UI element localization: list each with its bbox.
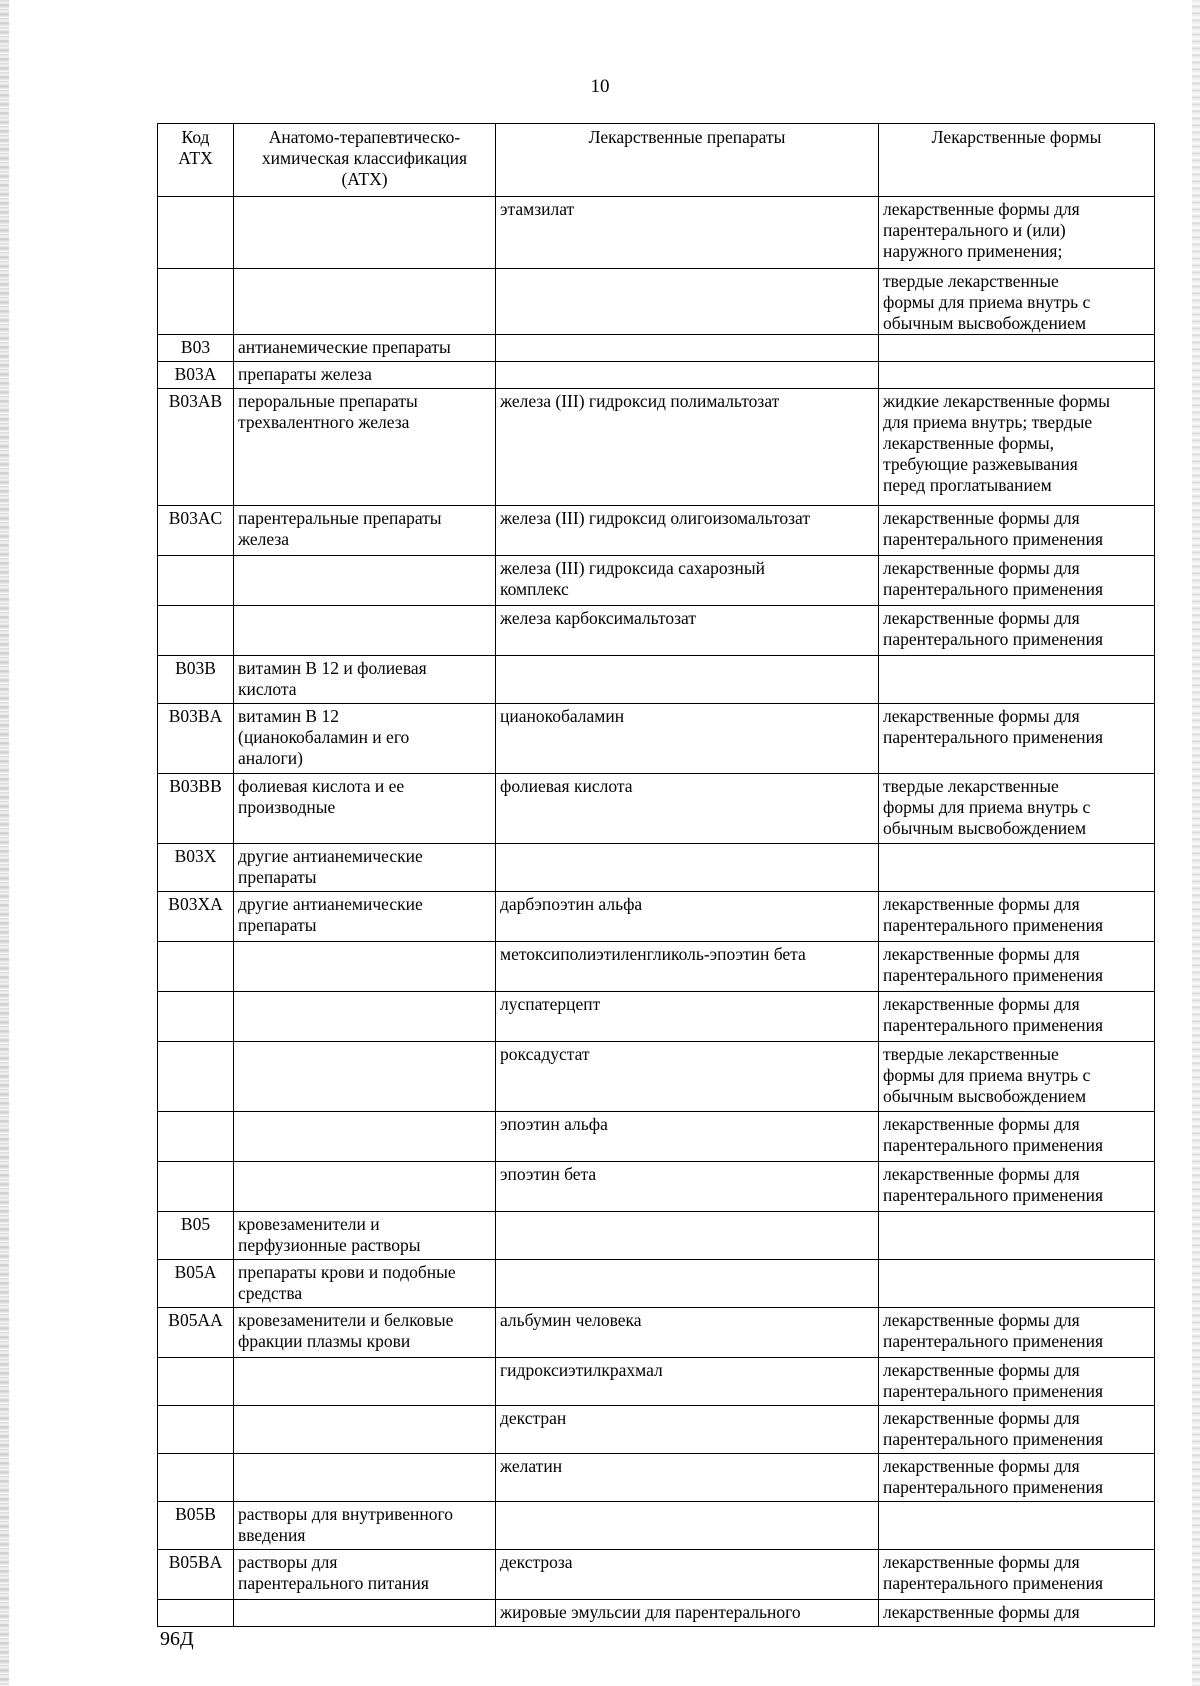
row-classification [234,1406,496,1454]
row-code: B03XA [158,892,234,942]
row-form: лекарственные формы для парентерального применения [879,704,1155,774]
row-code [158,1406,234,1454]
row-form: твердые лекарственные формы для приема внутрь с обычным высвобождением [879,1042,1155,1112]
row-classification [234,942,496,992]
row-code: B05BA [158,1550,234,1600]
table-row [158,1406,1155,1454]
table-row [158,704,1155,774]
table-row [158,606,1155,656]
table-row [158,844,1155,892]
row-drug: железа (III) гидроксид олигоизомальтозат [496,506,879,556]
row-drug: метоксиполиэтиленгликоль-эпоэтин бета [496,942,879,992]
row-drug [496,1260,879,1308]
row-drug [496,1502,879,1550]
row-code [158,606,234,656]
row-classification [234,269,496,335]
header-classification: Анатомо-терапевтическо- химическая классификация (АТХ) [234,124,496,197]
row-code [158,942,234,992]
row-classification: пероральные препараты трехвалентного железа [234,389,496,506]
row-code: B03 [158,335,234,362]
row-classification [234,1454,496,1502]
row-form [879,1502,1155,1550]
row-code [158,1042,234,1112]
row-code [158,556,234,606]
row-drug: эпоэтин бета [496,1162,879,1212]
row-classification [234,1600,496,1627]
row-form: лекарственные формы для парентерального применения [879,892,1155,942]
row-form: лекарственные формы для парентерального применения [879,1308,1155,1358]
row-classification: кровезаменители и перфузионные растворы [234,1212,496,1260]
row-form: жидкие лекарственные формы для приема внутрь; твердые лекарственные формы, требующие разжевывания перед проглатыванием [879,389,1155,506]
row-form [879,335,1155,362]
row-form: лекарственные формы для парентерального применения [879,1406,1155,1454]
row-classification: кровезаменители и белковые фракции плазмы крови [234,1308,496,1358]
row-classification: витамин B 12 и фолиевая кислота [234,656,496,704]
row-form: лекарственные формы для парентерального применения [879,992,1155,1042]
header-drugs: Лекарственные препараты [496,124,879,197]
table-row [158,1260,1155,1308]
row-form: лекарственные формы для парентерального и (или) наружного применения; [879,197,1155,269]
table-row [158,656,1155,704]
row-form: твердые лекарственные формы для приема внутрь с обычным высвобождением [879,774,1155,844]
row-code [158,1162,234,1212]
page-number: 10 [590,76,610,97]
table-row [158,269,1155,335]
table-row [158,197,1155,269]
row-form [879,1260,1155,1308]
table-row [158,1308,1155,1358]
table-row [158,1454,1155,1502]
table-body [158,197,1155,1627]
row-classification [234,1042,496,1112]
table-row [158,1502,1155,1550]
row-code [158,1600,234,1627]
table-row [158,506,1155,556]
row-form: лекарственные формы для парентерального применения [879,556,1155,606]
row-drug: железа (III) гидроксид полимальтозат [496,389,879,506]
row-drug: альбумин человека [496,1308,879,1358]
table-row [158,1042,1155,1112]
row-code [158,1358,234,1406]
row-form [879,1212,1155,1260]
table-row [158,362,1155,389]
row-code [158,1112,234,1162]
row-code: B03AB [158,389,234,506]
row-code: B03A [158,362,234,389]
row-drug: декстран [496,1406,879,1454]
table-row [158,1112,1155,1162]
row-drug: роксадустат [496,1042,879,1112]
table-row [158,1600,1155,1627]
row-form: лекарственные формы для парентерального применения [879,1358,1155,1406]
table-row [158,942,1155,992]
row-classification [234,1112,496,1162]
row-code: B05AA [158,1308,234,1358]
row-classification [234,556,496,606]
row-drug [496,362,879,389]
row-code: B03X [158,844,234,892]
row-form: лекарственные формы для парентерального применения [879,1550,1155,1600]
row-code [158,1454,234,1502]
table-row [158,892,1155,942]
table-row [158,1212,1155,1260]
row-form: лекарственные формы для парентерального применения [879,942,1155,992]
scan-edge-right [1192,0,1200,1686]
row-classification [234,1358,496,1406]
row-form [879,656,1155,704]
row-drug: желатин [496,1454,879,1502]
row-form: лекарственные формы для парентерального применения [879,1454,1155,1502]
row-classification: парентеральные препараты железа [234,506,496,556]
row-code: B03AC [158,506,234,556]
row-form: лекарственные формы для парентерального применения [879,606,1155,656]
row-code [158,992,234,1042]
row-form [879,844,1155,892]
row-drug [496,335,879,362]
row-classification [234,606,496,656]
table-row [158,335,1155,362]
row-code [158,197,234,269]
row-form [879,362,1155,389]
table-row [158,774,1155,844]
row-code: B03BA [158,704,234,774]
row-code: B03B [158,656,234,704]
row-drug: декстроза [496,1550,879,1600]
table-header-row [158,124,1155,197]
header-forms: Лекарственные формы [879,124,1155,197]
row-form: лекарственные формы для парентерального применения [879,1162,1155,1212]
row-drug: луспатерцепт [496,992,879,1042]
row-drug [496,1212,879,1260]
atx-table [157,123,1155,1627]
row-code: B05B [158,1502,234,1550]
row-code: B05 [158,1212,234,1260]
row-classification: антианемические препараты [234,335,496,362]
row-classification: другие антианемические препараты [234,892,496,942]
row-form: лекарственные формы для [879,1600,1155,1627]
table-row [158,1550,1155,1600]
header-code: Код АТХ [158,124,234,197]
row-drug: цианокобаламин [496,704,879,774]
row-drug [496,656,879,704]
table-row [158,1358,1155,1406]
row-drug [496,844,879,892]
row-drug [496,269,879,335]
row-drug: фолиевая кислота [496,774,879,844]
row-code: B05A [158,1260,234,1308]
row-drug: железа (III) гидроксида сахарозный комплекс [496,556,879,606]
row-classification: другие антианемические препараты [234,844,496,892]
row-drug: эпоэтин альфа [496,1112,879,1162]
row-classification [234,1162,496,1212]
row-classification: витамин B 12 (цианокобаламин и его аналоги) [234,704,496,774]
row-classification [234,992,496,1042]
row-drug: жировые эмульсии для парентерального [496,1600,879,1627]
row-classification: препараты железа [234,362,496,389]
row-classification: растворы для парентерального питания [234,1550,496,1600]
row-classification [234,197,496,269]
row-form: лекарственные формы для парентерального применения [879,506,1155,556]
table-row [158,992,1155,1042]
table-row [158,389,1155,506]
row-drug: гидроксиэтилкрахмал [496,1358,879,1406]
footer-code: 96Д [160,1628,194,1650]
table-row [158,1162,1155,1212]
row-drug: дарбэпоэтин альфа [496,892,879,942]
row-code [158,269,234,335]
table-row [158,556,1155,606]
row-classification: растворы для внутривенного введения [234,1502,496,1550]
row-classification: препараты крови и подобные средства [234,1260,496,1308]
row-classification: фолиевая кислота и ее производные [234,774,496,844]
row-form: твердые лекарственные формы для приема внутрь с обычным высвобождением [879,269,1155,335]
row-drug: этамзилат [496,197,879,269]
row-drug: железа карбоксимальтозат [496,606,879,656]
row-code: B03BB [158,774,234,844]
row-form: лекарственные формы для парентерального применения [879,1112,1155,1162]
scan-edge-left [0,0,9,1686]
